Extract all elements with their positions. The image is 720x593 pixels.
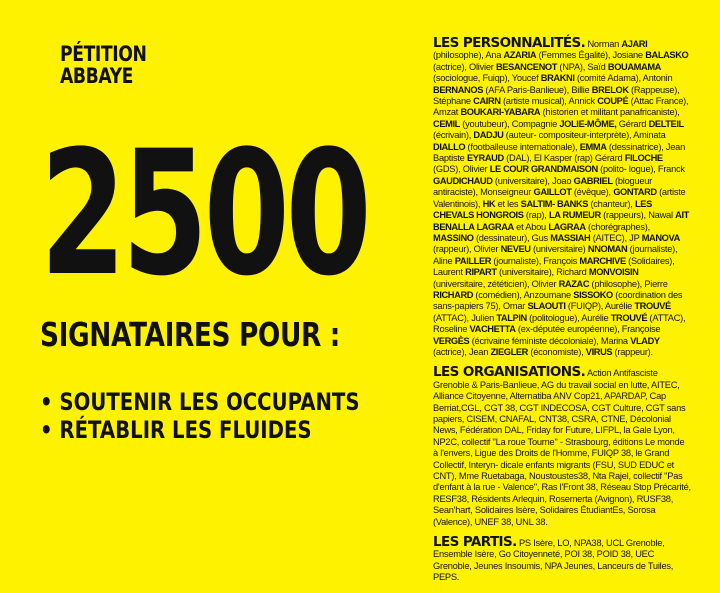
organisations-list: Action Antifasciste Grenoble & Paris-Banlieue, AG du travail social en lutte, AITEC, Alliance Citoyenne, Alternatiba ANV Cop21, APARDAP, Cap Berriat,CGL, CGT 38, CGT INDECOSA, CGT Culture, CGT sans papiers, CISEM, CNAFAL, CNT38, CSRA, CTNE, Décolonial News, Fédération DAL, Friday for Future, LIFPL, la Gale Lyon, NP2C, collectif "La roue Tourne" - Strasbourg, éditions Le monde à l'envers, Ligue des Droits de l'Homme, FUIQP 38, le Grand Collectif, Interyn- dicale enfants migrants (FSU, SUD EDUC et CNT), Mme Ruetabaga, Noustoustes38, Nta Rajel, collectif "Pas d'enfant à la rue - Valence", Ras l'Front 38, Réseau Stop Précarité, RESF38, Résidents Arlequin, Rosemerta (Avignon), RUSF38, Sean'hart, Solidaires Isère, Solidaires ÉtudiantEs, Sorosa (Valence), UNEF 38, UNL 38. [433, 368, 691, 527]
personality-name: MASSINO [433, 232, 474, 243]
personality-description: et les [497, 198, 519, 209]
personality-description: (rap), [525, 210, 547, 221]
personality-name: MASSIAH [550, 232, 591, 243]
personality-description: (blogueur antiraciste), Monseigneur [433, 175, 653, 198]
personality-description: Gérard [618, 118, 647, 129]
partis-heading: LES PARTIS. [433, 534, 517, 551]
personality-entry [491, 347, 584, 357]
personality-description: (rappeur). [614, 346, 653, 357]
personality-entry [490, 164, 685, 174]
personality-name: RAZAC [558, 278, 590, 289]
personality-name: SLAOUTI [527, 301, 566, 312]
personality-description: (universitaire), Joao [494, 175, 572, 186]
personality-description: (Femmes Égalité), Josiane [538, 50, 643, 61]
petition-title [60, 43, 146, 87]
personality-description: (évêque), [573, 187, 611, 198]
personality-entry [433, 290, 571, 300]
personality-first-name: Ana [485, 50, 502, 61]
personality-entry [586, 347, 653, 357]
personality-description: (historien et militant panafricaniste), [542, 107, 680, 118]
personality-description: (universitaire), Richard [499, 267, 587, 278]
personality-name: GAUDICHAUD [433, 175, 493, 186]
personality-description: (universitaire, zététicien), Olivier [433, 278, 557, 289]
personality-entry [496, 313, 608, 323]
personality-entry [559, 119, 646, 129]
personality-name: DELTEIL [648, 118, 684, 129]
personality-entry [528, 301, 633, 311]
left-panel [0, 0, 420, 504]
personality-description: (économiste), [530, 346, 584, 357]
goal-item: • SOUTENIR LES OCCUPANTS [40, 388, 360, 416]
personality-name: GAILLOT [533, 187, 572, 198]
personality-name: CEMIL [433, 118, 460, 129]
personality-name: BRELOK [591, 84, 629, 95]
personality-name: BRAKNI [540, 73, 575, 84]
personality-description: (écrivain), [433, 130, 472, 141]
personality-name: GONTARD [613, 187, 657, 198]
personality-description: (rappeur), Olivier [433, 244, 499, 255]
personality-description: (FUIQP), Aurélie [567, 301, 633, 312]
personality-entry [496, 62, 606, 72]
personality-description: (polito- logue), Franck [600, 164, 685, 175]
personality-entry [433, 233, 548, 243]
personality-entry [559, 279, 668, 289]
personality-description: (rappeurs), Nawal [603, 210, 673, 221]
personnalites-section [433, 35, 691, 358]
personality-entry [550, 233, 639, 243]
personality-description: (philosophe), [433, 50, 484, 61]
personality-name: BALASKO [645, 50, 689, 61]
partis-text [433, 534, 691, 584]
personality-entry [433, 142, 577, 152]
personality-name: LAGRAA [548, 221, 586, 232]
personality-description: (NPA), Saïd [559, 61, 606, 72]
organisations-heading: LES ORGANISATIONS. [433, 364, 586, 381]
personality-description: (comédien), Anzoumane [475, 289, 571, 300]
personality-description: (journaliste), Aline [433, 244, 678, 266]
personality-name: NEVEU [500, 244, 531, 255]
personnalites-heading: LES PERSONNALITÉS. [433, 35, 586, 51]
personality-entry [549, 210, 673, 220]
personality-name: ZIEGLER [490, 346, 528, 357]
right-column [433, 35, 691, 593]
personality-description: (chanteur), [590, 198, 633, 209]
personality-entry [460, 107, 679, 117]
personality-name: FILOCHE [624, 153, 663, 164]
personality-name: DIALLO [433, 141, 466, 152]
personality-name: TROUVÉ [610, 312, 648, 323]
partis-section [433, 534, 691, 584]
personality-entry [485, 50, 643, 60]
personality-name: BERNANOS [433, 84, 484, 95]
personality-name: JOLIE-MÔME, [559, 118, 617, 129]
personality-description: (actrice), Olivier [433, 61, 494, 72]
personality-name: BESANCENOT [495, 61, 558, 72]
personality-entry [433, 176, 571, 186]
personality-description: (comité Adama), Antonin [576, 73, 673, 84]
personality-description: (sociologue, Fuiqp), Youcef [433, 73, 539, 84]
personality-description: (AFA Paris-Banlieue), Billie [485, 84, 590, 95]
personality-description: (footballeuse internationale), [467, 141, 578, 152]
personality-description: (universitaire) [532, 244, 586, 255]
personality-name: AJARI [621, 39, 648, 49]
personality-name: EMMA [579, 141, 607, 152]
petition-line-1: PÉTITION [60, 42, 147, 66]
personality-entry [433, 119, 557, 129]
personality-entry [473, 96, 595, 106]
personality-name: BOUAMAMA [607, 61, 661, 72]
personality-name: GABRIEL [573, 175, 613, 186]
personality-name: MARCHIVE [579, 255, 626, 266]
personality-name: HK [482, 198, 496, 209]
personality-name: VLADY [630, 335, 660, 346]
goals-list [40, 388, 360, 444]
personality-description: (DAL), El Kasper (rap) Gérard [506, 153, 623, 164]
personality-name: VIRUS [585, 346, 613, 357]
personality-entry [483, 199, 519, 209]
personality-entry [521, 199, 633, 209]
personality-name: SALTIM- BANKS [520, 198, 589, 209]
personality-first-name: Norman [587, 39, 620, 49]
personality-name: DADJU [473, 130, 504, 141]
personality-name: TALPIN [496, 312, 527, 323]
personality-description: (écrivaine féministe décoloniale), Marina [471, 335, 628, 346]
personality-name: VACHETTA [469, 324, 516, 335]
personality-entry [433, 85, 589, 95]
personality-name: TROUVÉ [634, 301, 671, 312]
personality-name: LE COUR GRANDMAISON [489, 164, 598, 175]
personality-entry [473, 130, 665, 140]
personality-name: NNOMAN [587, 244, 628, 255]
personality-description: (Solidaires), Laurent [433, 255, 675, 278]
personality-description: (politologue), Aurélie [529, 312, 609, 323]
personality-description: (philosophe), Pierre [591, 278, 668, 289]
personality-description: (auteur- compositeur-interprète), Aminata [505, 130, 666, 141]
personality-entry [541, 73, 673, 83]
personality-description: (dessinatrice), Jean Baptiste [433, 141, 686, 164]
personality-entry [501, 244, 586, 254]
personality-entry [467, 153, 622, 163]
signature-count: 2500 [40, 113, 368, 314]
personality-description: (journaliste), François [493, 255, 578, 266]
personality-name: AIT BENALLA LAGRAA [433, 210, 689, 232]
personality-entry [433, 336, 628, 346]
personality-name: COUPÉ [597, 96, 629, 107]
personality-description: (artiste musical), Annick [502, 96, 595, 107]
personality-description: (chorégraphes), [588, 221, 650, 232]
personality-description: (youtubeur), Compagnie [462, 118, 558, 129]
personality-description: (ATTAC), Julien [433, 312, 494, 323]
petition-line-2: ABBAYE [60, 64, 134, 88]
personality-entry [533, 187, 610, 197]
personality-name: AZARIA [503, 50, 537, 61]
personality-description: (GDS), Olivier [433, 164, 488, 175]
signataires-heading: SIGNATAIRES POUR : [40, 315, 340, 354]
goal-item: • RÉTABLIR LES FLUIDES [40, 416, 360, 444]
personality-description: (Attac France), Amzat [433, 96, 689, 118]
personality-name: MONVOISIN [588, 267, 639, 278]
personality-description: (Rappeuse), Stéphane [433, 84, 680, 107]
personality-name: EYRAUD [466, 153, 504, 164]
personality-description: (dessinateur), Gus [475, 232, 548, 243]
personality-description: et Abou [516, 221, 546, 232]
personality-description: (AITEC), JP [592, 232, 640, 243]
personality-entry [465, 267, 586, 277]
personality-description: (actrice), Jean [433, 346, 489, 357]
personality-description: (coordination des sans-papiers 75), Omar [433, 289, 683, 312]
personality-name: VERGÈS [433, 335, 470, 346]
personality-name: BOUKARI-YABARA [460, 107, 541, 118]
personality-name: CAIRN [473, 96, 501, 107]
personality-description: (ex-députée européenne), Françoise [517, 324, 661, 335]
personality-name: RIPART [465, 267, 497, 278]
partis-list: PS Isère, LO, NPA38, UCL Grenoble, Ensemble Isère, Go Citoyenneté, POI 38, POID 38, UEC Grenoble, Jeunes Insoumis, NPA Jeunes, Lanceurs de Tuiles, PEPS. [433, 538, 674, 583]
personality-name: PAILLER [454, 255, 492, 266]
personality-name: LES CHEVALS HONGROIS [433, 198, 652, 221]
personality-entry [455, 256, 577, 266]
personality-entry [548, 222, 650, 232]
personality-name: RICHARD [433, 289, 474, 300]
personality-description: (artiste Valentinois), [433, 187, 686, 209]
personality-entry [470, 324, 661, 334]
personality-description: (ATTAC), Roseline [433, 312, 686, 335]
personality-name: SISSOKO [573, 289, 613, 300]
personality-name: LA RUMEUR [548, 210, 601, 221]
personality-name: MANOVA [641, 232, 680, 243]
personnalites-text [433, 35, 691, 358]
